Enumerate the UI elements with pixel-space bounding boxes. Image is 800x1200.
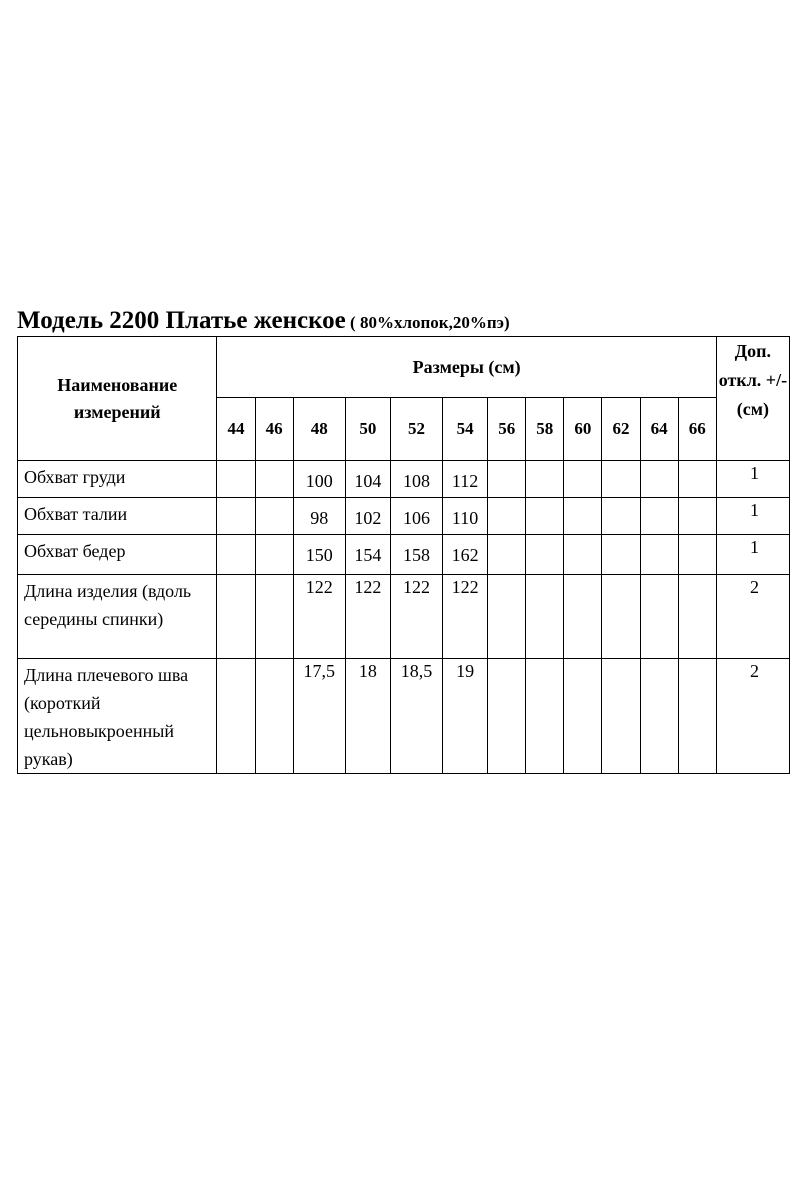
size-column-header: 50 [345, 398, 390, 461]
table-row [18, 575, 790, 659]
measurement-value [255, 659, 293, 774]
measurement-value [602, 461, 640, 498]
sizes-header: Размеры (см) [217, 337, 716, 398]
measurement-label: Обхват груди [18, 461, 217, 498]
table-row [18, 535, 790, 575]
tolerance-value: 1 [716, 498, 789, 535]
measurement-value [640, 461, 678, 498]
measurements-body [18, 461, 790, 774]
measurement-value [564, 461, 602, 498]
measurement-value: 17,5 [293, 659, 345, 774]
size-column-header: 52 [390, 398, 442, 461]
measurement-value [602, 535, 640, 575]
measurement-label: Длина плечевого шва (короткий цельновыкроенный рукав) [18, 659, 217, 774]
measurement-value [564, 535, 602, 575]
measurement-value: 110 [443, 498, 488, 535]
measurement-value [564, 575, 602, 659]
tolerance-value: 2 [716, 659, 789, 774]
table-row [18, 659, 790, 774]
measurement-value [640, 535, 678, 575]
measurement-value [488, 659, 526, 774]
model-title: Модель 2200 Платье женское [17, 307, 346, 334]
size-column-header: 64 [640, 398, 678, 461]
measurement-value [640, 498, 678, 535]
measurement-value [217, 498, 255, 535]
measurement-value: 122 [293, 575, 345, 659]
measurement-value [488, 498, 526, 535]
measurement-value: 158 [390, 535, 442, 575]
measurement-value [217, 659, 255, 774]
table-row [18, 498, 790, 535]
tolerance-value: 2 [716, 575, 789, 659]
measurement-value: 18 [345, 659, 390, 774]
measurement-value [678, 575, 716, 659]
measurement-value: 162 [443, 535, 488, 575]
measurement-value: 112 [443, 461, 488, 498]
measurement-value [488, 575, 526, 659]
table-row [18, 461, 790, 498]
fabric-composition: ( 80%хлопок,20%пэ) [345, 313, 510, 332]
measurement-value: 102 [345, 498, 390, 535]
measurement-value [255, 535, 293, 575]
measurement-value [255, 461, 293, 498]
measurement-value: 154 [345, 535, 390, 575]
size-column-header: 58 [526, 398, 564, 461]
measurement-value: 122 [345, 575, 390, 659]
measurement-label: Длина изделия (вдоль середины спинки) [18, 575, 217, 659]
measurement-value [255, 575, 293, 659]
tolerance-header: Доп. откл. +/- (см) [716, 337, 789, 461]
measurement-value [678, 498, 716, 535]
tolerance-value: 1 [716, 535, 789, 575]
size-table [17, 336, 790, 774]
measurement-value: 122 [443, 575, 488, 659]
measurement-value [217, 575, 255, 659]
measurement-value [564, 498, 602, 535]
measurement-value [488, 461, 526, 498]
tolerance-value: 1 [716, 461, 789, 498]
measurement-value: 104 [345, 461, 390, 498]
size-column-header: 56 [488, 398, 526, 461]
measurement-value [217, 535, 255, 575]
measurement-value [526, 535, 564, 575]
measurement-label: Обхват талии [18, 498, 217, 535]
measurement-value: 108 [390, 461, 442, 498]
measurement-label: Обхват бедер [18, 535, 217, 575]
measurement-value [640, 575, 678, 659]
size-column-header: 54 [443, 398, 488, 461]
size-column-header: 62 [602, 398, 640, 461]
measurement-value: 150 [293, 535, 345, 575]
measurement-value: 19 [443, 659, 488, 774]
measurement-value: 98 [293, 498, 345, 535]
size-column-header: 46 [255, 398, 293, 461]
size-column-header: 60 [564, 398, 602, 461]
measurement-value [255, 498, 293, 535]
measurement-value [640, 659, 678, 774]
measurement-value [526, 575, 564, 659]
size-column-header: 66 [678, 398, 716, 461]
measurement-value [602, 659, 640, 774]
size-column-header: 44 [217, 398, 255, 461]
measurement-value [526, 659, 564, 774]
measurement-value [602, 575, 640, 659]
measurement-value: 18,5 [390, 659, 442, 774]
measurement-value [526, 498, 564, 535]
measurement-value [564, 659, 602, 774]
measurement-value [678, 659, 716, 774]
measurement-value [602, 498, 640, 535]
size-chart-document [17, 306, 790, 774]
measurement-value [678, 535, 716, 575]
measurement-value [678, 461, 716, 498]
measurement-value [526, 461, 564, 498]
measurement-value [217, 461, 255, 498]
measurement-value: 122 [390, 575, 442, 659]
measurement-value: 106 [390, 498, 442, 535]
measurement-value: 100 [293, 461, 345, 498]
document-title [17, 306, 790, 336]
measurement-name-header: Наименование измерений [18, 337, 217, 461]
size-column-header: 48 [293, 398, 345, 461]
measurement-value [488, 535, 526, 575]
